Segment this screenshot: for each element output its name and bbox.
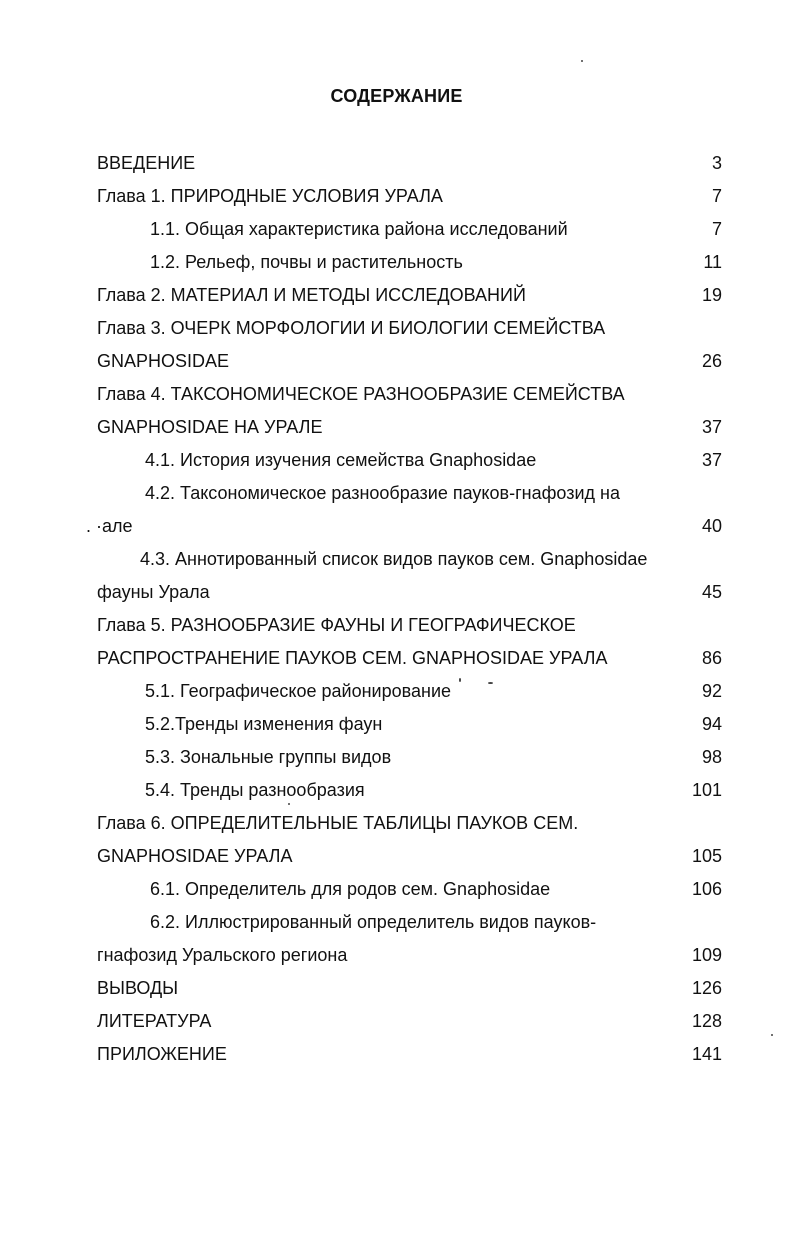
- toc-entry: [0, 1041, 793, 1067]
- toc-entry-page: 126: [691, 978, 722, 998]
- toc-entry-page: 19: [701, 285, 722, 305]
- toc-entry: [0, 315, 793, 341]
- scan-speck: [771, 1034, 773, 1036]
- toc-entry: [0, 975, 793, 1001]
- toc-entry: [0, 810, 793, 836]
- toc-entry: [0, 612, 793, 638]
- toc-entry: [0, 249, 793, 275]
- toc-entry-text: Глава 3. ОЧЕРК МОРФОЛОГИИ И БИОЛОГИИ СЕМЕЙСТВА: [97, 318, 606, 338]
- toc-entry: [0, 414, 793, 440]
- toc-entry-text: 6.1. Определитель для родов сем. Gnaphosidae: [150, 879, 551, 899]
- toc-entry-page: 106: [691, 879, 722, 899]
- toc-entry-text: ВВЕДЕНИЕ: [97, 153, 196, 173]
- toc-entry-text: 5.2.Тренды изменения фаун: [145, 714, 383, 734]
- toc-entry-text: Глава 6. ОПРЕДЕЛИТЕЛЬНЫЕ ТАБЛИЦЫ ПАУКОВ СЕМ.: [97, 813, 579, 833]
- scan-speck: [459, 678, 461, 682]
- toc-entry-text: ВЫВОДЫ: [97, 978, 179, 998]
- toc-entry: [0, 909, 793, 935]
- toc-entry-text: GNAPHOSIDAE УРАЛА: [97, 846, 293, 866]
- toc-entry-text: 5.1. Географическое районирование: [145, 681, 452, 701]
- toc-entry-page: 45: [701, 582, 722, 602]
- toc-entry-page: 94: [701, 714, 722, 734]
- toc-entry: [0, 942, 793, 968]
- toc-entry-text: GNAPHOSIDAE: [97, 351, 230, 371]
- toc-entry-text: Глава 4. ТАКСОНОМИЧЕСКОЕ РАЗНООБРАЗИЕ СЕМЕЙСТВА: [97, 384, 625, 404]
- toc-entry: [0, 579, 793, 605]
- toc-entry-page: 109: [691, 945, 722, 965]
- toc-entry-page: 3: [711, 153, 722, 173]
- toc-entry-text: фауны Урала: [97, 582, 210, 602]
- toc-entry-text: РАСПРОСТРАНЕНИЕ ПАУКОВ СЕМ. GNAPHOSIDAE УРАЛА: [97, 648, 608, 668]
- toc-entry-page: 101: [691, 780, 722, 800]
- toc-entry: [0, 216, 793, 242]
- toc-entry-text: 4.2. Таксономическое разнообразие пауков-гнафозид на: [145, 483, 620, 503]
- toc-entry-text: 1.2. Рельеф, почвы и растительность: [150, 252, 463, 272]
- toc-entry-text: 5.3. Зональные группы видов: [145, 747, 392, 767]
- toc-entry-page: 7: [711, 219, 722, 239]
- toc-entry-text: Глава 5. РАЗНООБРАЗИЕ ФАУНЫ И ГЕОГРАФИЧЕСКОЕ: [97, 615, 576, 635]
- toc-entry: [0, 183, 793, 209]
- toc-entry: [0, 678, 793, 704]
- toc-entry-text: . ·але: [86, 516, 133, 536]
- toc-entry: [0, 546, 793, 572]
- toc-entry-text: гнафозид Уральского региона: [97, 945, 348, 965]
- scan-speck: [581, 60, 583, 62]
- toc-entry: [0, 1008, 793, 1034]
- toc-entry-page: 37: [701, 417, 722, 437]
- toc-entry-page: 98: [701, 747, 722, 767]
- toc-entry: [0, 447, 793, 473]
- toc-entry: [0, 480, 793, 506]
- toc-entry-text: 5.4. Тренды разнообразия: [145, 780, 365, 800]
- toc-entry-page: 86: [701, 648, 722, 668]
- toc-entry: [0, 150, 793, 176]
- toc-entry-page: 37: [701, 450, 722, 470]
- toc-entry-text: 1.1. Общая характеристика района исследований: [150, 219, 568, 239]
- toc-entry-page: 141: [691, 1044, 722, 1064]
- toc-entry: [0, 744, 793, 770]
- toc-entry: [0, 645, 793, 671]
- toc-entry-text: ЛИТЕРАТУРА: [97, 1011, 212, 1031]
- toc-entry-page: 26: [701, 351, 722, 371]
- page-title: СОДЕРЖАНИЕ: [330, 86, 463, 106]
- toc-entry-page: 11: [703, 252, 722, 272]
- toc-entry-page: 128: [691, 1011, 722, 1031]
- toc-entry: [0, 513, 793, 539]
- toc-entry-text: Глава 2. МАТЕРИАЛ И МЕТОДЫ ИССЛЕДОВАНИЙ: [97, 285, 526, 305]
- toc-entry: [0, 282, 793, 308]
- toc-entry-text: Глава 1. ПРИРОДНЫЕ УСЛОВИЯ УРАЛА: [97, 186, 443, 206]
- toc-entry-text: 6.2. Иллюстрированный определитель видов пауков-: [150, 912, 597, 932]
- toc-entry-text: 4.1. История изучения семейства Gnaphosidae: [145, 450, 537, 470]
- toc-entry-text: ПРИЛОЖЕНИЕ: [97, 1044, 227, 1064]
- toc-entry-text: 4.3. Аннотированный список видов пауков сем. Gnaphosidae: [140, 549, 648, 569]
- toc-entry-page: 40: [701, 516, 722, 536]
- toc-entry: [0, 711, 793, 737]
- toc-entry-text: GNAPHOSIDAE НА УРАЛЕ: [97, 417, 323, 437]
- toc-entry: [0, 843, 793, 869]
- toc-entry: [0, 381, 793, 407]
- toc-entry: [0, 876, 793, 902]
- toc-entry-page: 92: [701, 681, 722, 701]
- toc-entry-page: 105: [691, 846, 722, 866]
- toc-entry: [0, 777, 793, 803]
- scan-speck: [288, 803, 290, 805]
- toc-entry-page: 7: [711, 186, 722, 206]
- scan-speck: [488, 682, 493, 684]
- toc-entry: [0, 348, 793, 374]
